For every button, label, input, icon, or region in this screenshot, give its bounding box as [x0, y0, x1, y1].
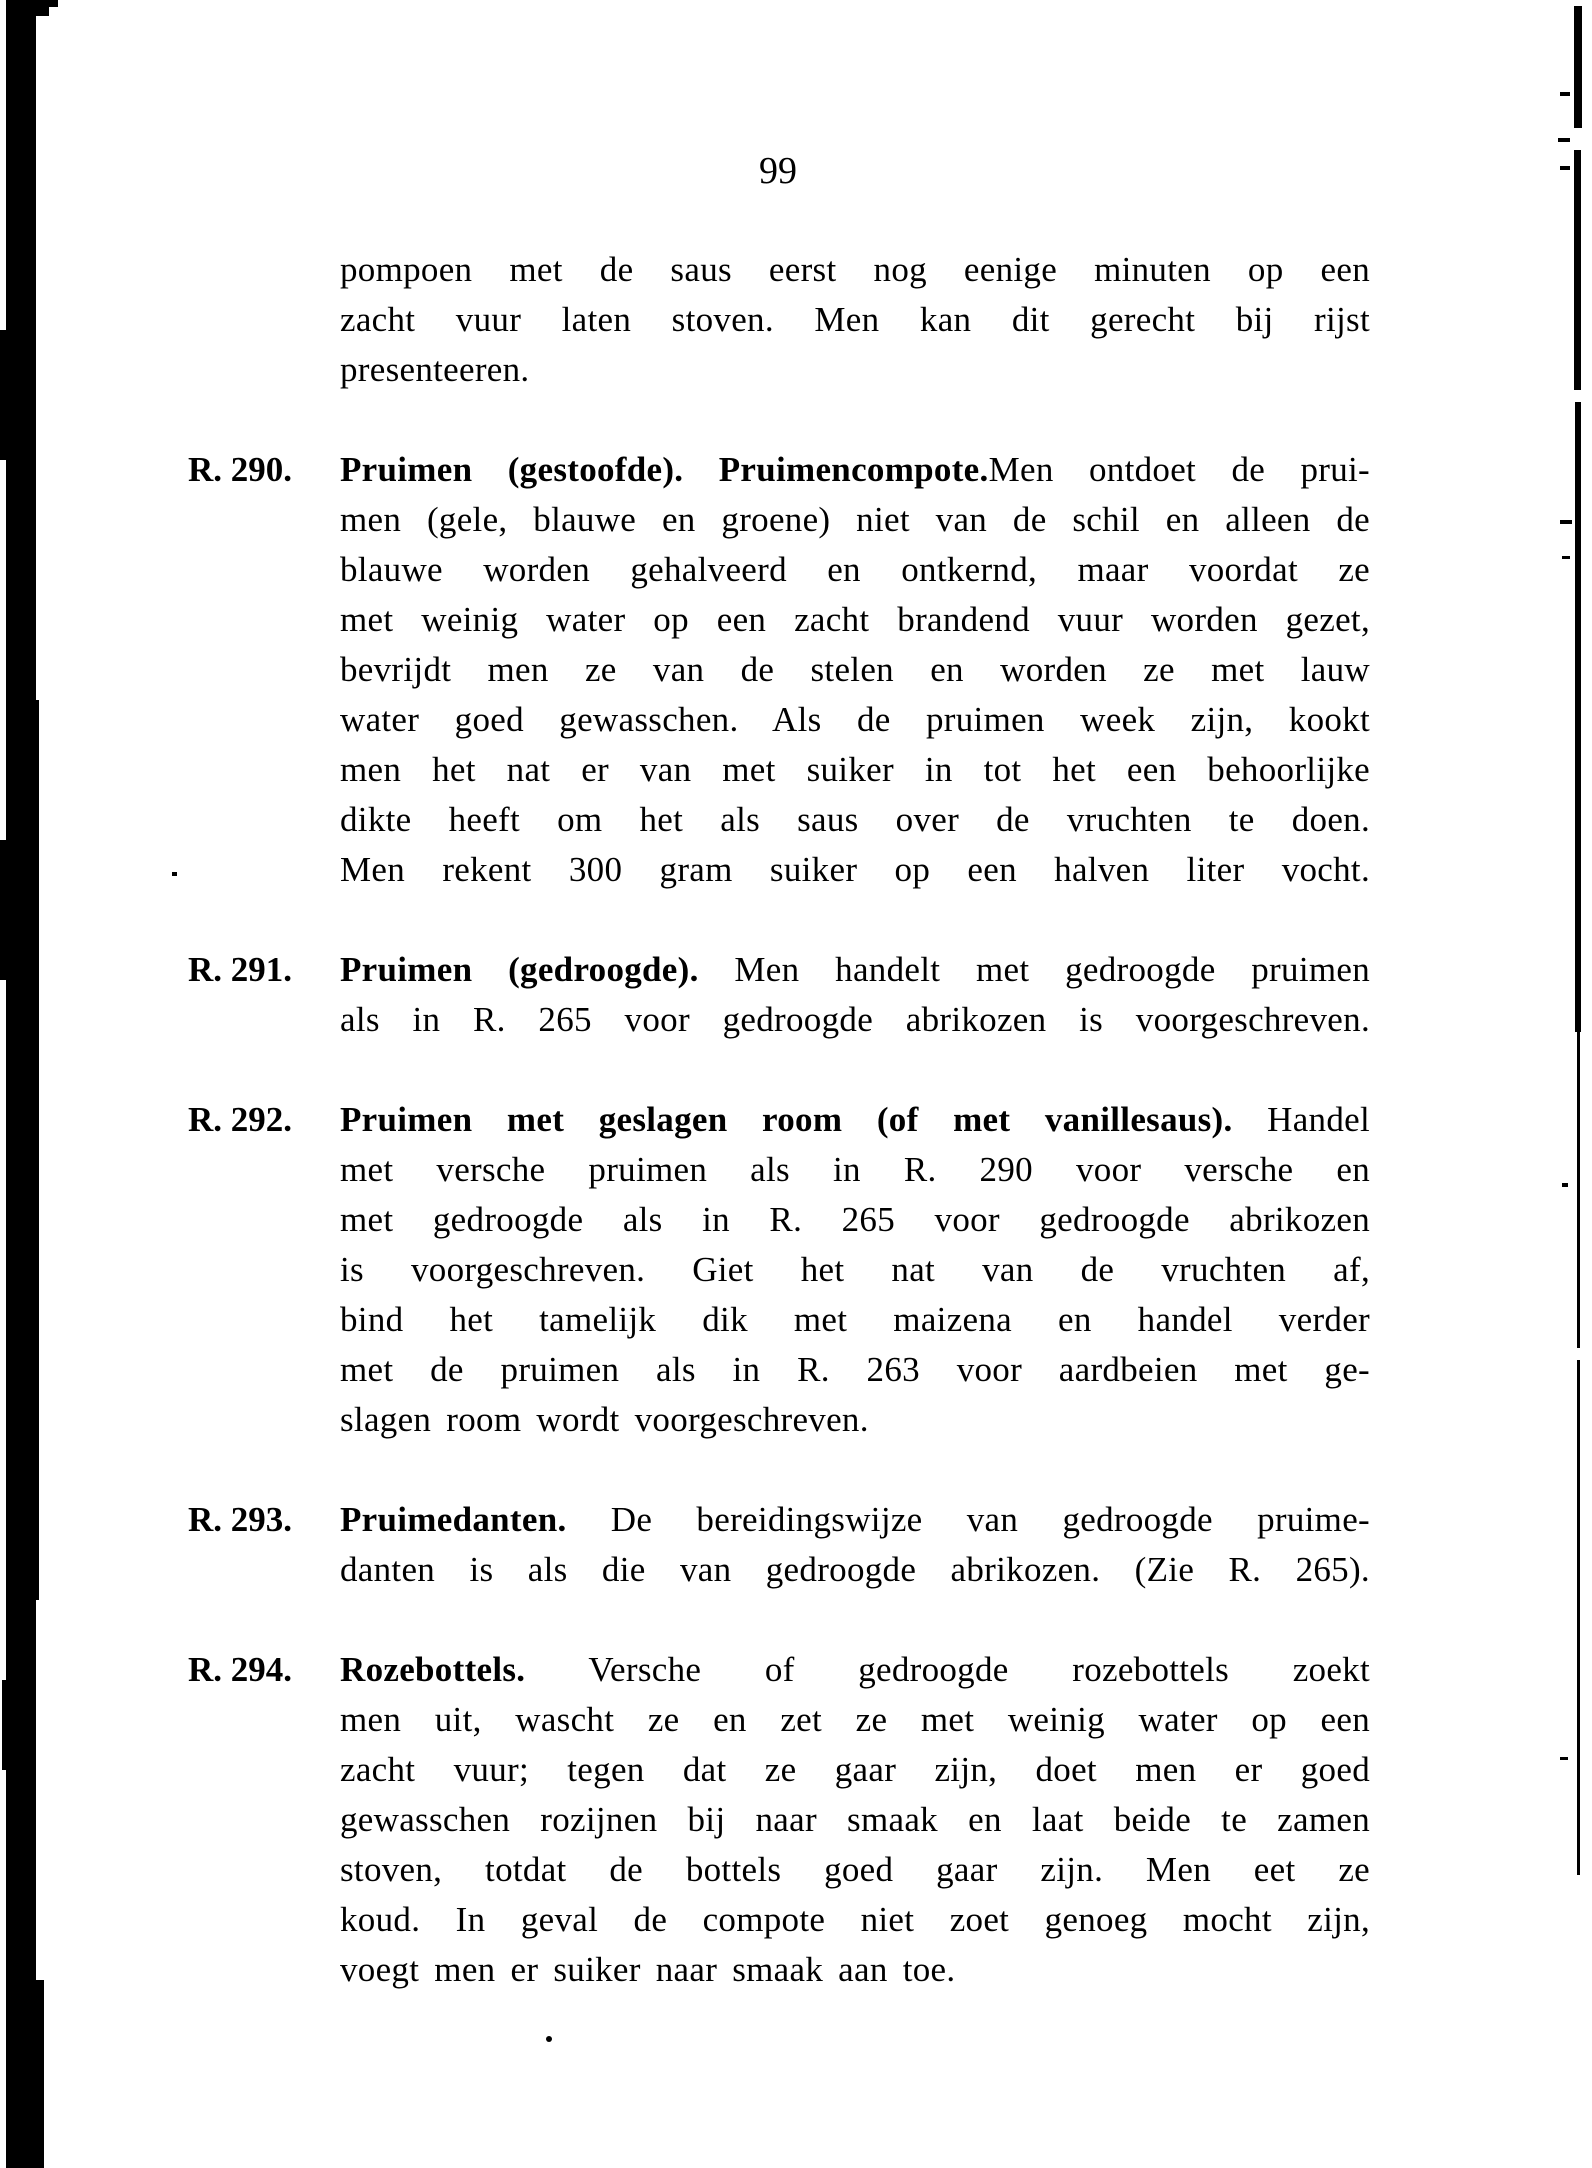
scan-edge-left-nub-2: [0, 840, 6, 980]
scan-edge-right-seg2: [1574, 150, 1581, 390]
text-line: [340, 495, 1370, 545]
section-title: Pruimedanten.: [340, 1500, 567, 1539]
text-line: [340, 245, 1370, 295]
line-text: pompoen met de saus eerst nog eenige minuten op een: [340, 250, 1370, 289]
text-line: [340, 1795, 1370, 1845]
recipe-section-290: [188, 445, 1370, 895]
line-text: zacht vuur laten stoven. Men kan dit gerecht bij rijst: [340, 300, 1370, 339]
scan-edge-right-seg3: [1575, 402, 1581, 1032]
line-text: Versche of gedroogde rozebottels zoekt: [525, 1650, 1370, 1689]
recipe-section-293: [188, 1495, 1370, 1595]
section-title: Pruimen met geslagen room (of met vanillesaus).: [340, 1100, 1233, 1139]
line-text: bind het tamelijk dik met maizena en handel verder: [340, 1300, 1370, 1339]
line-text: met versche pruimen als in R. 290 voor versche en: [340, 1150, 1370, 1189]
scan-speck-bottom-dot: [546, 2036, 552, 2042]
section-title: Rozebottels.: [340, 1650, 526, 1689]
line-text: men uit, wascht ze en zet ze met weinig water op een: [340, 1700, 1370, 1739]
text-line: [340, 945, 1370, 995]
text-line: [340, 445, 1370, 495]
scan-tick-4: [1560, 520, 1572, 524]
scan-tick-5: [1562, 556, 1570, 559]
scan-speck-right-2: [1560, 1757, 1568, 1760]
recipe-number-label: R. 292.: [188, 1100, 293, 1139]
text-line: [340, 1145, 1370, 1195]
recipe-section-292: [188, 1095, 1370, 1445]
scan-tick-2: [1558, 138, 1570, 142]
line-text: danten is als die van gedroogde abrikozen. (Zie R. 265).: [340, 1550, 1370, 1589]
text-line: [340, 1245, 1370, 1295]
scan-edge-right-seg1: [1574, 6, 1582, 128]
line-text: koud. In geval de compote niet zoet genoeg mocht zijn,: [340, 1900, 1370, 1939]
text-line: [340, 1545, 1370, 1595]
line-text: stoven, totdat de bottels goed gaar zijn. Men eet ze: [340, 1850, 1370, 1889]
recipe-section-294: [188, 1645, 1370, 1995]
page-number: 99: [759, 150, 797, 192]
intro-paragraph: [340, 245, 1370, 395]
text-line: [340, 1295, 1370, 1345]
scan-edge-left-band-mid: [34, 700, 39, 1600]
scan-corner-top-left: [6, 0, 58, 7]
scan-edge-left-nub-3: [2, 1680, 7, 1770]
line-text: voegt men er suiker naar smaak aan toe.: [340, 1950, 956, 1989]
text-line: [340, 545, 1370, 595]
line-text: De bereidingswijze van gedroogde pruime-: [566, 1500, 1370, 1539]
line-text: gewasschen rozijnen bij naar smaak en laat beide te zamen: [340, 1800, 1370, 1839]
text-line: [340, 1695, 1370, 1745]
text-line: [340, 1895, 1370, 1945]
text-line: [340, 845, 1370, 895]
section-title: Pruimen (gestoofde). Pruimencompote.: [340, 450, 989, 489]
line-text: presenteeren.: [340, 350, 530, 389]
line-text: Men handelt met gedroogde pruimen: [698, 950, 1370, 989]
line-text: zacht vuur; tegen dat ze gaar zijn, doet men er goed: [340, 1750, 1370, 1789]
line-text: als in R. 265 voor gedroogde abrikozen is voorgeschreven.: [340, 1000, 1370, 1039]
scan-edge-right-seg5: [1577, 1360, 1580, 1875]
scan-edge-left-band-bottom: [30, 1980, 44, 2168]
text-line: [340, 1745, 1370, 1795]
text-line: [340, 1395, 1370, 1445]
text-line: [340, 595, 1370, 645]
recipe-section-291: [188, 945, 1370, 1045]
scan-corner-top-left-taper: [36, 7, 49, 16]
text-line: [340, 1095, 1370, 1145]
line-text: men het nat er van met suiker in tot het een behoorlijke: [340, 750, 1370, 789]
line-text: dikte heeft om het als saus over de vruchten te doen.: [340, 800, 1370, 839]
line-text: water goed gewasschen. Als de pruimen week zijn, kookt: [340, 700, 1370, 739]
text-line: [340, 345, 1370, 395]
scan-edge-left-nub-1: [0, 330, 7, 460]
text-line: [340, 795, 1370, 845]
scan-speck-left-dots: [172, 872, 177, 876]
line-text: met weinig water op een zacht brandend vuur worden gezet,: [340, 600, 1370, 639]
line-text: Handel: [1232, 1100, 1370, 1139]
section-title: Pruimen (gedroogde).: [340, 950, 699, 989]
line-text: men (gele, blauwe en groene) niet van de schil en alleen de: [340, 500, 1370, 539]
scan-edge-right-seg4: [1577, 1032, 1580, 1348]
scan-tick-3: [1560, 166, 1570, 170]
text-line: [340, 995, 1370, 1045]
text-line: [340, 1345, 1370, 1395]
text-line: [340, 1645, 1370, 1695]
recipe-number-label: R. 293.: [188, 1500, 293, 1539]
line-text: met de pruimen als in R. 263 voor aardbeien met ge-: [340, 1350, 1370, 1389]
recipe-number-label: R. 291.: [188, 950, 293, 989]
recipe-number-label: R. 290.: [188, 450, 293, 489]
line-text: met gedroogde als in R. 265 voor gedroogde abrikozen: [340, 1200, 1370, 1239]
line-text: is voorgeschreven. Giet het nat van de vruchten af,: [340, 1250, 1370, 1289]
recipe-number-label: R. 294.: [188, 1650, 293, 1689]
scan-edge-left-band: [6, 0, 36, 2168]
line-text: bevrijdt men ze van de stelen en worden ze met lauw: [340, 650, 1370, 689]
text-line: [340, 1945, 1370, 1995]
text-line: [340, 1495, 1370, 1545]
scan-tick-1: [1560, 92, 1570, 96]
line-text: Men rekent 300 gram suiker op een halven liter vocht.: [340, 850, 1370, 889]
text-line: [340, 695, 1370, 745]
line-text: slagen room wordt voorgeschreven.: [340, 1400, 869, 1439]
text-line: [340, 745, 1370, 795]
text-line: [340, 645, 1370, 695]
line-text: blauwe worden gehalveerd en ontkernd, maar voordat ze: [340, 550, 1370, 589]
line-text: Men ontdoet de prui-: [988, 450, 1370, 489]
text-line: [340, 295, 1370, 345]
text-line: [340, 1195, 1370, 1245]
text-line: [340, 1845, 1370, 1895]
scan-speck-right-1: [1562, 1183, 1568, 1187]
